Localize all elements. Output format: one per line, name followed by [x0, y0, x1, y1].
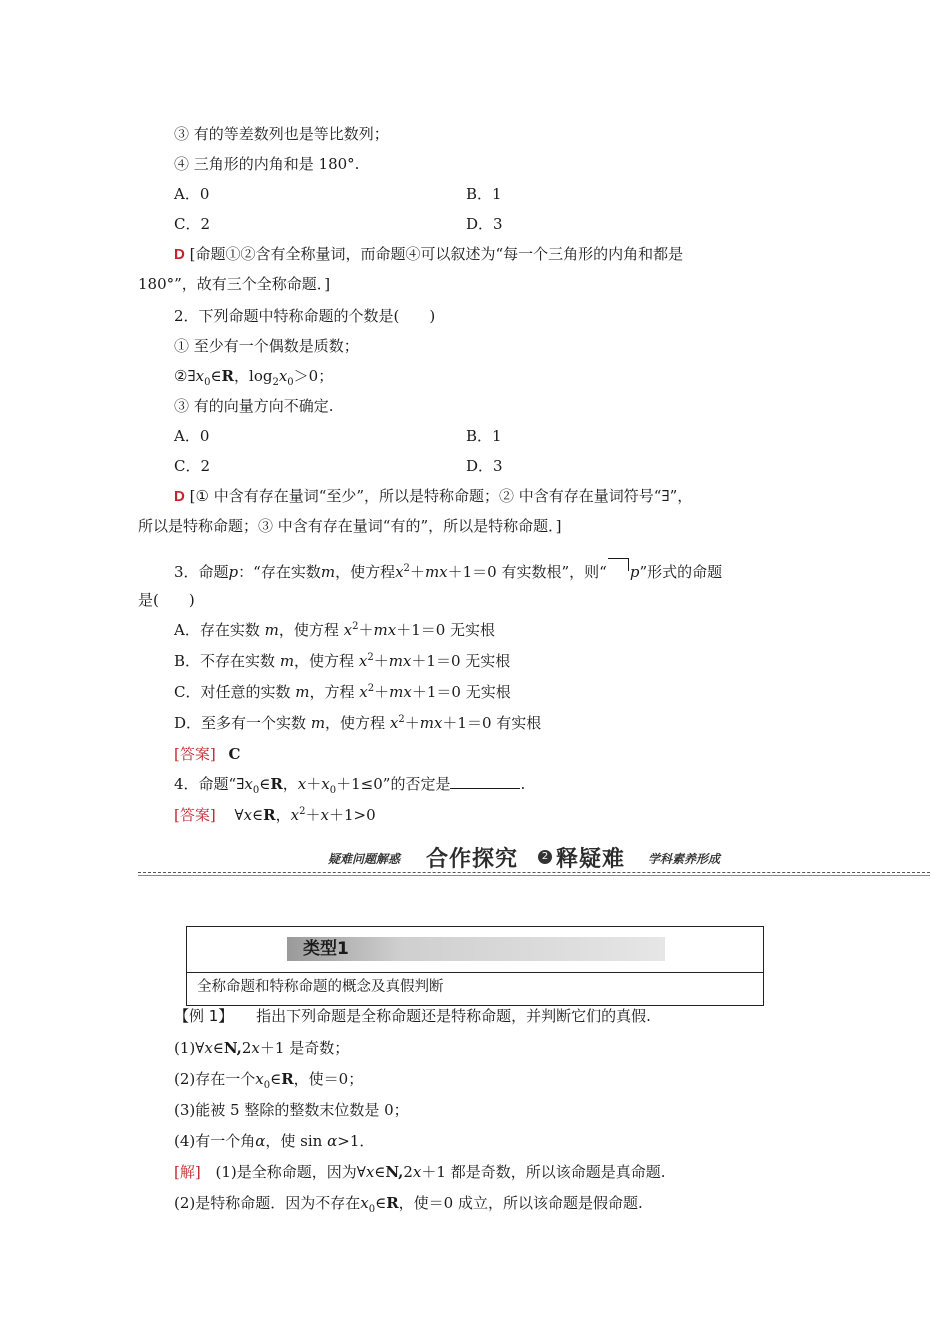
ex-p2-x: x	[255, 1070, 264, 1088]
ex-p4-alpha-2: α	[327, 1132, 338, 1150]
q3-c-text: C．对任意的实数	[174, 683, 291, 701]
q3-a-m: m	[264, 621, 279, 639]
q4-sub-0: 0	[252, 785, 260, 796]
type-box	[186, 926, 764, 1006]
ex-p1-n: N,	[223, 1039, 242, 1057]
q4-ans-sup: 2	[299, 806, 306, 817]
q3-stem-b: ：“存在实数	[238, 563, 321, 581]
q3-b-mx: mx	[388, 652, 412, 670]
q2-item-2-prefix: ②∃	[174, 367, 196, 385]
q3-d-plus: ＋	[404, 714, 420, 732]
solution-line-1	[174, 1162, 665, 1182]
q2-explanation-line-1	[174, 486, 692, 507]
sol-2-tail: ，使＝0 成立，所以该命题是假命题.	[398, 1194, 643, 1212]
q3-a-plus: ＋	[358, 621, 374, 639]
example-part-1	[174, 1038, 349, 1058]
q4-answer-label: [答案]	[174, 806, 216, 824]
q3-var-m: m	[320, 563, 336, 581]
q4-plus: ＋	[306, 775, 322, 793]
q3-b-sup: 2	[367, 652, 374, 663]
q3-a-mx: mx	[373, 621, 397, 639]
q3-c-text-3: ＝0 无实根	[436, 683, 511, 701]
q3-answer-label: [答案]	[174, 745, 216, 763]
ex-p1-in: ∈	[212, 1039, 224, 1057]
q1-item-4: ④ 三角形的内角和是 180°.	[174, 155, 360, 173]
q3-a-text: A．存在实数	[174, 621, 260, 639]
example-part-2	[174, 1069, 363, 1089]
sol-2-r: R	[386, 1194, 399, 1212]
ex-p1-x-2: x	[251, 1039, 260, 1057]
q4-sub-0-2: 0	[329, 785, 337, 796]
q3-c-x: x	[359, 683, 368, 701]
q3-b-text: B．不存在实数	[174, 652, 276, 670]
type-tab	[287, 937, 665, 961]
negation-symbol-icon	[608, 558, 629, 571]
q1-option-c: C．2	[174, 215, 211, 233]
q3-answer-line	[174, 744, 240, 764]
q2-set-r: R	[221, 367, 235, 385]
q2-var-x-2: x	[278, 367, 288, 385]
q2-explanation-line-2: 所以是特称命题；③ 中含有存在量词“有的”，所以是特称命题．]	[138, 517, 562, 535]
ex-p2-sub: 0	[263, 1080, 271, 1091]
q1-item-3: ③ 有的等差数列也是等比数列；	[174, 125, 389, 143]
q4-ans-x-2: x	[290, 806, 300, 824]
banner-solid-rule	[138, 875, 930, 876]
q1-answer: D	[174, 246, 185, 263]
q3-d-text-3: ＝0 有实根	[466, 714, 542, 732]
q3-d-text-2: ，使方程	[325, 714, 386, 732]
q3-c-plus: ＋	[374, 683, 390, 701]
banner-main-2: 释疑难	[556, 847, 626, 872]
q4-ans-x-3: x	[320, 806, 329, 824]
ex-p2-tail: ，使＝0；	[293, 1070, 364, 1088]
q3-var-mx: mx	[424, 563, 448, 581]
q1-option-d: D．3	[466, 215, 503, 233]
q3-var-p-2: p	[629, 563, 640, 581]
q4-stem-e: ＋1≤0”的否定是	[336, 775, 451, 793]
q2-in: ∈	[210, 367, 222, 385]
q3-a-text-2: ，使方程	[278, 621, 339, 639]
q4-forall: ∀	[234, 806, 244, 824]
q1-option-b: B．1	[466, 185, 502, 203]
ex-p2-r: R	[281, 1070, 294, 1088]
q3-b-plus: ＋	[373, 652, 389, 670]
ex-p1-a: (1)∀	[174, 1039, 205, 1057]
q2-log: ，log	[234, 367, 273, 385]
ex-p1-x: x	[204, 1039, 213, 1057]
q4-var-x: x	[244, 775, 253, 793]
q4-stem-a: 4．命题“∃	[174, 775, 245, 793]
q3-a-text-3: ＝0 无实根	[420, 621, 496, 639]
q3-d-plus1: ＋1	[442, 714, 467, 732]
sol-2-a: (2)是特称命题．因为不存在	[174, 1194, 361, 1212]
q2-var-x: x	[195, 367, 205, 385]
q3-d-mx: mx	[419, 714, 443, 732]
q3-stem-c: ，使方程	[335, 563, 396, 581]
q4-stem	[174, 774, 525, 794]
ex-p1-2: 2	[241, 1039, 252, 1057]
q4-ans-x: x	[243, 806, 253, 824]
ex-p4-alpha: α	[255, 1132, 266, 1150]
q3-sup-2: 2	[403, 563, 410, 574]
ex-p2-a: (2)存在一个	[174, 1070, 256, 1088]
q2-item-3: ③ 有的向量方向不确定.	[174, 397, 334, 415]
q3-option-a	[174, 620, 495, 640]
banner-left-text: 疑难问题解惑	[328, 852, 401, 866]
sol-1-x: x	[365, 1163, 375, 1181]
sol-1-tail: ＋1 都是奇数，所以该命题是真命题.	[421, 1163, 666, 1181]
q3-var-p: p	[228, 563, 239, 581]
ex-p4-tail: >1．	[337, 1132, 375, 1150]
example-label: 【例 1】	[174, 1007, 234, 1025]
type-divider	[187, 972, 763, 973]
banner-dashed-rule	[138, 872, 930, 873]
q2-gt-zero: ＞0；	[293, 367, 334, 385]
q4-in: ∈	[259, 775, 271, 793]
example-part-3: (3)能被 5 整除的整数末位数是 0；	[174, 1101, 409, 1119]
q2-item-1: ① 至少有一个偶数是质数；	[174, 337, 359, 355]
sol-1-2: 2	[403, 1163, 413, 1181]
q2-option-c: C．2	[174, 457, 211, 475]
q3-stem-e: ＋1＝0 有实数根”，则“	[447, 563, 607, 581]
sol-1-a: (1)是全称命题，因为∀	[215, 1163, 366, 1181]
sol-2-x: x	[360, 1194, 369, 1212]
q3-plus: ＋	[409, 563, 425, 581]
q1-explanation-line-1	[174, 244, 683, 265]
q3-c-mx: mx	[389, 683, 412, 701]
q3-b-plus1: ＋1	[411, 652, 436, 670]
q3-option-b	[174, 651, 510, 671]
q2-option-b: B．1	[466, 427, 502, 445]
sol-2-sub: 0	[368, 1204, 376, 1215]
q3-option-d	[174, 713, 541, 733]
q2-sub-0-2: 0	[287, 377, 294, 388]
ex-p4-a: (4)有一个角	[174, 1132, 256, 1150]
q2-option-d: D．3	[466, 457, 503, 475]
q3-b-m: m	[279, 652, 295, 670]
ex-p1-tail: ＋1 是奇数；	[259, 1039, 350, 1057]
q3-c-m: m	[295, 683, 310, 701]
q2-log-base: 2	[272, 377, 279, 388]
q4-ans-in: ∈	[252, 806, 264, 824]
q1-explanation-line-2: 180°”，故有三个全称命题．]	[138, 275, 331, 293]
q1-explanation-text-1: [命题①②含有全称量词，而命题④可以叙述为“每一个三角形的内角和都是	[189, 245, 684, 263]
q2-item-2	[174, 366, 333, 386]
example-part-4	[174, 1131, 374, 1151]
q3-c-plus1: ＋1	[411, 683, 437, 701]
q3-b-text-3: ＝0 无实根	[435, 652, 511, 670]
banner-right-text: 学科素养形成	[648, 852, 721, 866]
q3-option-c	[174, 682, 511, 702]
q4-comma: ，	[282, 775, 298, 793]
q4-answer	[235, 806, 376, 824]
q3-c-sup: 2	[367, 683, 375, 694]
q2-explanation-text-1: [① 中含有存在量词“至少”，所以是特称命题；② 中含有存在量词符号“∃”，	[189, 487, 693, 505]
q4-ans-r: R	[263, 806, 276, 824]
q3-d-m: m	[310, 714, 326, 732]
section-banner	[138, 840, 930, 880]
example-stem	[174, 1006, 651, 1026]
q2-sub-0: 0	[204, 377, 211, 388]
q3-b-text-2: ，使方程	[294, 652, 355, 670]
example-stem-text: 指出下列命题是全称命题还是特称命题，并判断它们的真假.	[256, 1007, 651, 1025]
ex-p2-in: ∈	[270, 1070, 282, 1088]
q3-a-x: x	[343, 621, 353, 639]
banner-main-1: 合作探究	[426, 847, 519, 872]
q3-d-x: x	[389, 714, 399, 732]
q4-ans-tail: ＋1>0	[328, 806, 376, 824]
q3-b-x: x	[358, 652, 368, 670]
solution-text-1	[216, 1163, 666, 1181]
q4-var-x-3: x	[321, 775, 330, 793]
type-title: 全称命题和特称命题的概念及真假判断	[197, 979, 444, 995]
q3-a-plus1: ＋1	[396, 621, 421, 639]
q3-c-text-2: ，方程	[309, 683, 355, 701]
q4-set-r: R	[270, 775, 283, 793]
q4-var-x-2: x	[297, 775, 307, 793]
sol-1-in: ∈	[374, 1163, 386, 1181]
sol-2-in: ∈	[375, 1194, 387, 1212]
q3-answer: C	[228, 745, 241, 763]
q3-d-sup: 2	[398, 714, 405, 725]
q3-d-text: D．至多有一个实数	[174, 714, 307, 732]
q2-answer: D	[174, 488, 185, 505]
q4-ans-plus: ＋	[305, 806, 321, 824]
sol-1-n: N,	[385, 1163, 404, 1181]
q4-answer-line	[174, 805, 376, 825]
q2-option-a: A．0	[174, 427, 210, 445]
q1-option-a: A．0	[174, 185, 210, 203]
solution-label: [解]	[174, 1163, 201, 1181]
banner-circle-icon: 2	[538, 850, 552, 864]
q3-var-x: x	[395, 563, 404, 581]
q4-period: .	[520, 775, 526, 793]
q2-stem: 2．下列命题中特称命题的个数是( )	[174, 307, 436, 325]
q4-ans-comma: ，	[275, 806, 291, 824]
type-label: 类型1	[303, 939, 349, 959]
q4-answer-blank	[450, 788, 520, 789]
q3-a-sup: 2	[352, 621, 359, 632]
q3-stem-f: ”形式的命题	[639, 563, 723, 581]
q3-stem-line-2: 是( )	[138, 591, 195, 609]
sol-1-x-2: x	[412, 1163, 422, 1181]
q3-stem	[174, 558, 722, 582]
solution-line-2	[174, 1193, 643, 1213]
q3-stem-a: 3．命题	[174, 563, 229, 581]
ex-p4-sin: ，使 sin	[265, 1132, 323, 1150]
